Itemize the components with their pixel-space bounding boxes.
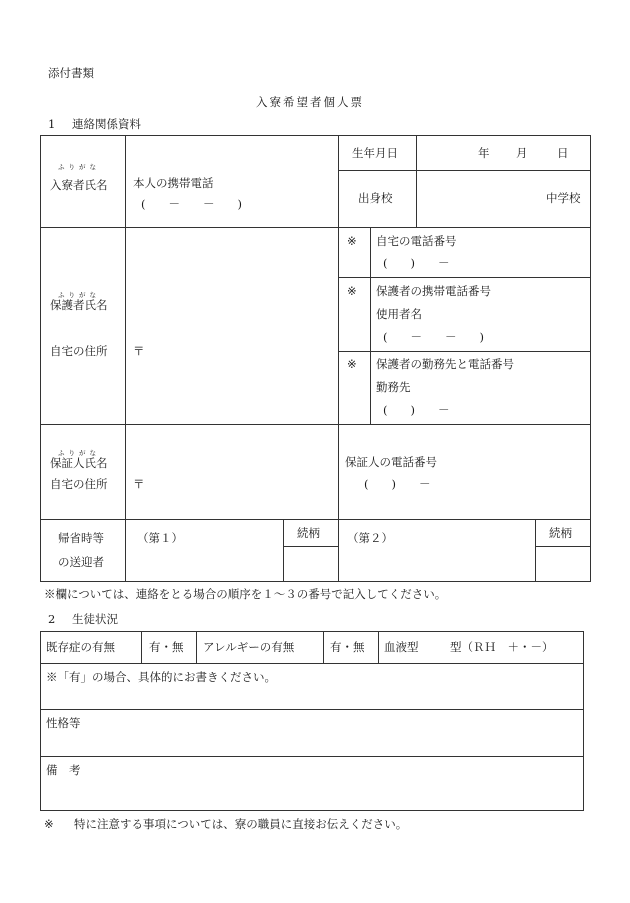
blood-type-format[interactable]: 型（ＲＨ ＋・－） <box>450 640 554 654</box>
row-divider <box>338 277 591 278</box>
escort-label-line2: の送迎者 <box>58 555 104 569</box>
note-mark-1: ※ <box>347 234 357 248</box>
col-divider <box>338 135 339 582</box>
guarantor-postal-mark: 〒 <box>133 477 145 491</box>
applicant-name-label: 入寮者氏名 <box>50 178 108 192</box>
section2-footnote: 特に注意する事項については、寮の職員に直接お伝えください。 <box>74 817 408 831</box>
user-name-label: 使用者名 <box>376 307 422 321</box>
col-divider <box>283 519 284 582</box>
col-divider <box>125 135 126 520</box>
guardian-work-label: 保護者の勤務先と電話番号 <box>376 357 514 371</box>
note-mark-3: ※ <box>347 357 357 371</box>
home-phone-label: 自宅の電話番号 <box>376 234 457 248</box>
own-phone-format: ( － － ) <box>141 197 242 211</box>
guardian-mobile-label: 保護者の携帯電話番号 <box>376 284 491 298</box>
school-suffix: 中学校 <box>546 191 581 205</box>
form-title: 入寮希望者個人票 <box>256 95 364 109</box>
row-divider <box>40 519 591 520</box>
guardian-mobile-format[interactable]: ( － － ) <box>383 330 484 344</box>
row-divider <box>338 351 591 352</box>
row-divider <box>40 663 584 664</box>
table2-border-right <box>583 631 584 811</box>
home-phone-format[interactable]: ( ) － <box>383 256 450 270</box>
applicant-ruby: ふりがな <box>58 163 100 171</box>
first-escort-label: （第１） <box>137 531 183 545</box>
birthdate-day-unit: 日 <box>557 146 569 160</box>
note-mark-2: ※ <box>347 284 357 298</box>
own-phone-label[interactable]: 本人の携帯電話 <box>133 176 214 190</box>
row-divider <box>40 756 584 757</box>
section2-number: 2 <box>48 612 56 626</box>
guardian-name-label: 保護者氏名 <box>50 298 108 312</box>
allergy-options[interactable]: 有・無 <box>330 640 365 654</box>
table1-border-right <box>590 135 591 582</box>
guarantor-phone-label: 保証人の電話番号 <box>345 455 437 469</box>
own-phone-field[interactable] <box>141 199 242 211</box>
guardian-ruby: ふりがな <box>58 291 100 299</box>
work-phone-format[interactable]: ( ) － <box>383 403 450 417</box>
mark-col-divider <box>370 227 371 425</box>
guarantor-phone-format[interactable]: ( ) － <box>364 477 431 491</box>
col-divider <box>141 631 142 664</box>
blood-type-label: 血液型 <box>384 640 419 654</box>
remarks-label: 備 考 <box>46 763 81 777</box>
allergy-label: アレルギーの有無 <box>203 640 295 654</box>
relation1-divider <box>283 546 339 547</box>
birthdate-month-unit: 月 <box>516 146 528 160</box>
guarantor-ruby: ふりがな <box>58 449 100 457</box>
attachment-label: 添付書類 <box>48 66 94 80</box>
postal-mark: 〒 <box>133 344 145 358</box>
relation2-divider <box>535 546 591 547</box>
table2-border-left <box>40 631 41 811</box>
relation1-label: 続柄 <box>297 526 320 540</box>
table2-border-top <box>40 631 584 632</box>
preexisting-label: 既存症の有無 <box>46 640 115 654</box>
guarantor-address-label: 自宅の住所 <box>50 477 108 491</box>
table1-border-left <box>40 135 41 582</box>
birthdate-year-unit: 年 <box>478 146 490 160</box>
personality-label: 性格等 <box>46 716 81 730</box>
col-divider <box>378 631 379 664</box>
col-divider <box>323 631 324 664</box>
second-escort-label: （第２） <box>347 531 393 545</box>
table2-border-bottom <box>40 810 584 811</box>
school-label: 出身校 <box>358 191 393 205</box>
table1-border-bottom <box>40 581 591 582</box>
row-divider <box>40 709 584 710</box>
detail-note: ※「有」の場合、具体的にお書きください。 <box>46 670 276 684</box>
section2-footnote-mark: ※ <box>44 817 54 831</box>
section1-footnote: ※欄については、連絡をとる場合の順序を１～３の番号で記入してください。 <box>44 587 447 601</box>
section1-heading: 連絡関係資料 <box>72 117 141 131</box>
col-divider <box>125 519 126 582</box>
escort-label-line1: 帰省時等 <box>58 531 104 545</box>
relation2-label: 続柄 <box>549 526 572 540</box>
col-divider <box>535 519 536 582</box>
col-divider <box>416 135 417 228</box>
home-address-label: 自宅の住所 <box>50 344 108 358</box>
row-divider <box>338 170 591 171</box>
preexisting-options[interactable]: 有・無 <box>149 640 184 654</box>
birthdate-label: 生年月日 <box>352 146 398 160</box>
row-divider <box>40 227 591 228</box>
row-divider <box>40 424 591 425</box>
workplace-label: 勤務先 <box>376 380 411 394</box>
col-divider <box>196 631 197 664</box>
table1-border-top <box>40 135 591 136</box>
section2-heading: 生徒状況 <box>72 612 118 626</box>
section1-number: 1 <box>48 117 56 131</box>
guarantor-name-label: 保証人氏名 <box>50 456 108 470</box>
